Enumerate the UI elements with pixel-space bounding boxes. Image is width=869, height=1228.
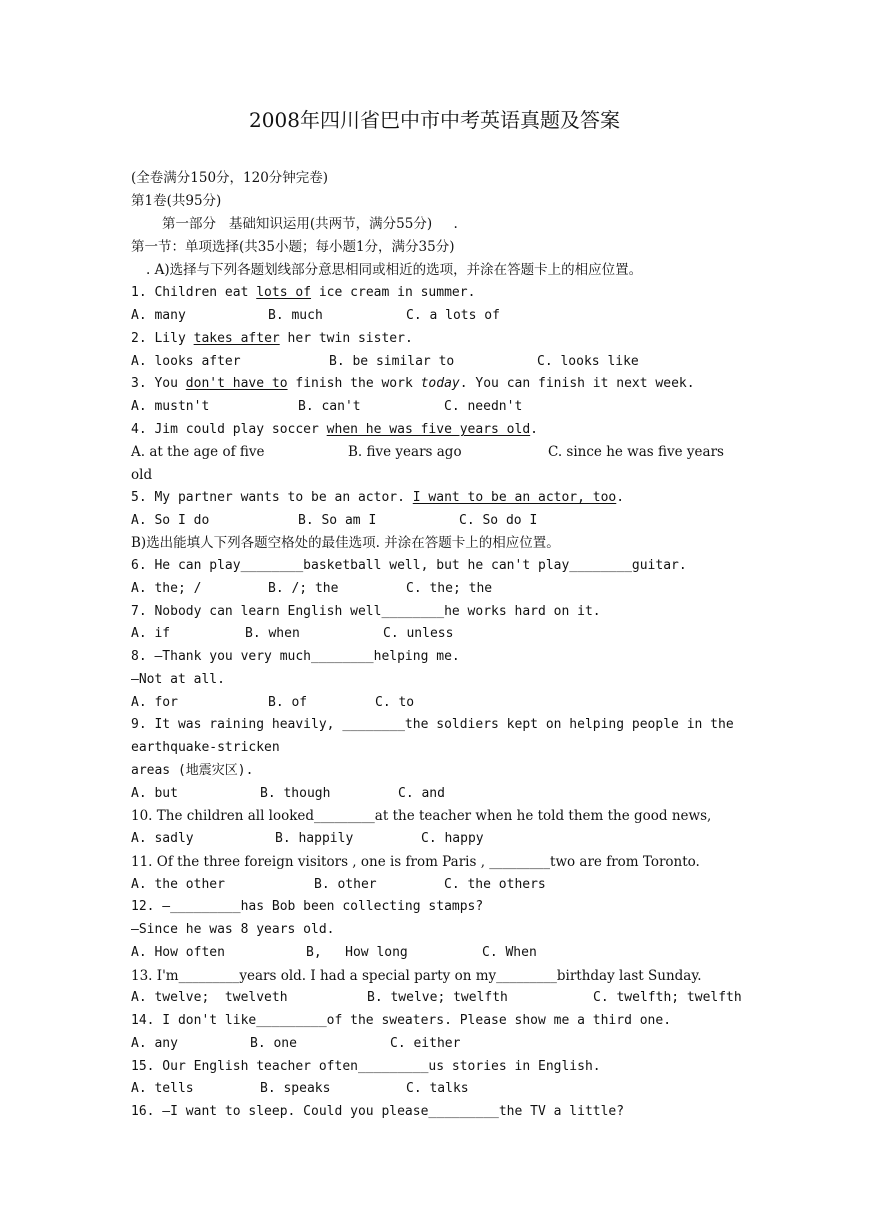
q2-option-c: C. looks like [537, 354, 639, 369]
q4-option-c: C. since he was five years [548, 444, 724, 460]
q9-option-b: B. though [260, 786, 331, 801]
q7-option-a: A. if [131, 626, 171, 641]
q3-option-b: B. can't [298, 399, 361, 414]
question-6: 6. He can play________basketball well, but he can't play________guitar. [131, 558, 687, 573]
q9-cont-2: areas (地震灾区). [131, 763, 254, 778]
question-2: 2. Lily takes after her twin sister. [131, 331, 413, 346]
q4-option-b: B. five years ago [348, 444, 462, 460]
q10-option-a: A. sadly [131, 831, 194, 846]
page-title: 2008年四川省巴中市中考英语真题及答案 [249, 108, 620, 132]
q9-cont-1: earthquake-stricken [131, 740, 280, 755]
question-10: 10. The children all looked_________at the teacher when he told them the good news, [131, 808, 712, 824]
question-9: 9. It was raining heavily, ________the soldiers kept on helping people in the [131, 717, 734, 732]
q14-option-b: B. one [250, 1036, 297, 1051]
q3-option-c: C. needn't [444, 399, 523, 414]
q15-option-b: B. speaks [260, 1081, 331, 1096]
q13-option-c: C. twelfth; twelfth [593, 990, 742, 1005]
q12-option-c: C. When [482, 945, 537, 960]
q11-option-b: B. other [314, 877, 377, 892]
q14-option-c: C. either [390, 1036, 461, 1051]
q4-option-a: A. at the age of five [131, 444, 265, 460]
q11-option-c: C. the others [444, 877, 546, 892]
q6-option-c: C. the; the [406, 581, 493, 596]
q5-option-b: B. So am I [298, 513, 377, 528]
q12-option-b: B, How long [306, 945, 408, 960]
q1-option-a: A. many [131, 308, 186, 323]
q3-option-a: A. mustn't [131, 399, 210, 414]
q7-option-c: C. unless [383, 626, 454, 641]
volume-heading: 第1卷(共95分) [131, 193, 222, 209]
q9-option-c: C. and [398, 786, 445, 801]
instruction-a: . A)选择与下列各题划线部分意思相同或相近的选项，并涂在答题卡上的相应位置。 [146, 262, 643, 278]
q1-option-c: C. a lots of [406, 308, 500, 323]
q8-reply: —Not at all. [131, 672, 225, 687]
q15-option-c: C. talks [406, 1081, 469, 1096]
question-12: 12. —_________has Bob been collecting stamps? [131, 899, 484, 914]
q2-option-a: A. looks after [131, 354, 241, 369]
q8-option-b: B. of [268, 695, 308, 710]
q15-option-a: A. tells [131, 1081, 194, 1096]
q12-option-a: A. How often [131, 945, 225, 960]
q13-option-a: A. twelve; twelveth [131, 990, 288, 1005]
q14-option-a: A. any [131, 1036, 178, 1051]
q4-option-c-cont: old [131, 467, 153, 483]
q10-option-c: C. happy [421, 831, 484, 846]
q12-reply: —Since he was 8 years old. [131, 922, 335, 937]
exam-info: (全卷满分150分，120分钟完卷) [131, 170, 329, 186]
q1-option-b: B. much [268, 308, 323, 323]
question-1: 1. Children eat lots of ice cream in summer. [131, 285, 476, 300]
q2-option-b: B. be similar to [329, 354, 455, 369]
q7-option-b: B. when [245, 626, 300, 641]
question-5: 5. My partner wants to be an actor. I want to be an actor, too. [131, 490, 625, 505]
question-14: 14. I don't like_________of the sweaters. Please show me a third one. [131, 1013, 672, 1028]
instruction-b: B)选出能填人下列各题空格处的最佳选项. 并涂在答题卡上的相应位置。 [131, 535, 560, 551]
question-13: 13. I'm_________years old. I had a special party on my_________birthday last Sunday. [131, 968, 702, 984]
question-4: 4. Jim could play soccer when he was five years old. [131, 422, 538, 437]
q8-option-a: A. for [131, 695, 178, 710]
q13-option-b: B. twelve; twelfth [367, 990, 508, 1005]
question-15: 15. Our English teacher often_________us stories in English. [131, 1059, 601, 1074]
question-16: 16. —I want to sleep. Could you please_________the TV a little? [131, 1104, 625, 1119]
question-11: 11. Of the three foreign visitors , one is from Paris , _________two are from Toronto. [131, 854, 700, 870]
question-3: 3. You don't have to finish the work today. You can finish it next week. [131, 376, 695, 391]
q6-option-a: A. the; / [131, 581, 202, 596]
q5-option-a: A. So I do [131, 513, 210, 528]
q6-option-b: B. /; the [268, 581, 339, 596]
q10-option-b: B. happily [275, 831, 354, 846]
q8-option-c: C. to [375, 695, 415, 710]
section-heading: 第一节：单项选择(共35小题；每小题1分，满分35分) [131, 239, 455, 255]
part-heading: 第一部分 基础知识运用(共两节，满分55分) . [162, 216, 458, 232]
question-7: 7. Nobody can learn English well________he works hard on it. [131, 604, 601, 619]
question-8: 8. —Thank you very much________helping me. [131, 649, 460, 664]
q11-option-a: A. the other [131, 877, 225, 892]
q5-option-c: C. So do I [459, 513, 538, 528]
q9-option-a: A. but [131, 786, 178, 801]
